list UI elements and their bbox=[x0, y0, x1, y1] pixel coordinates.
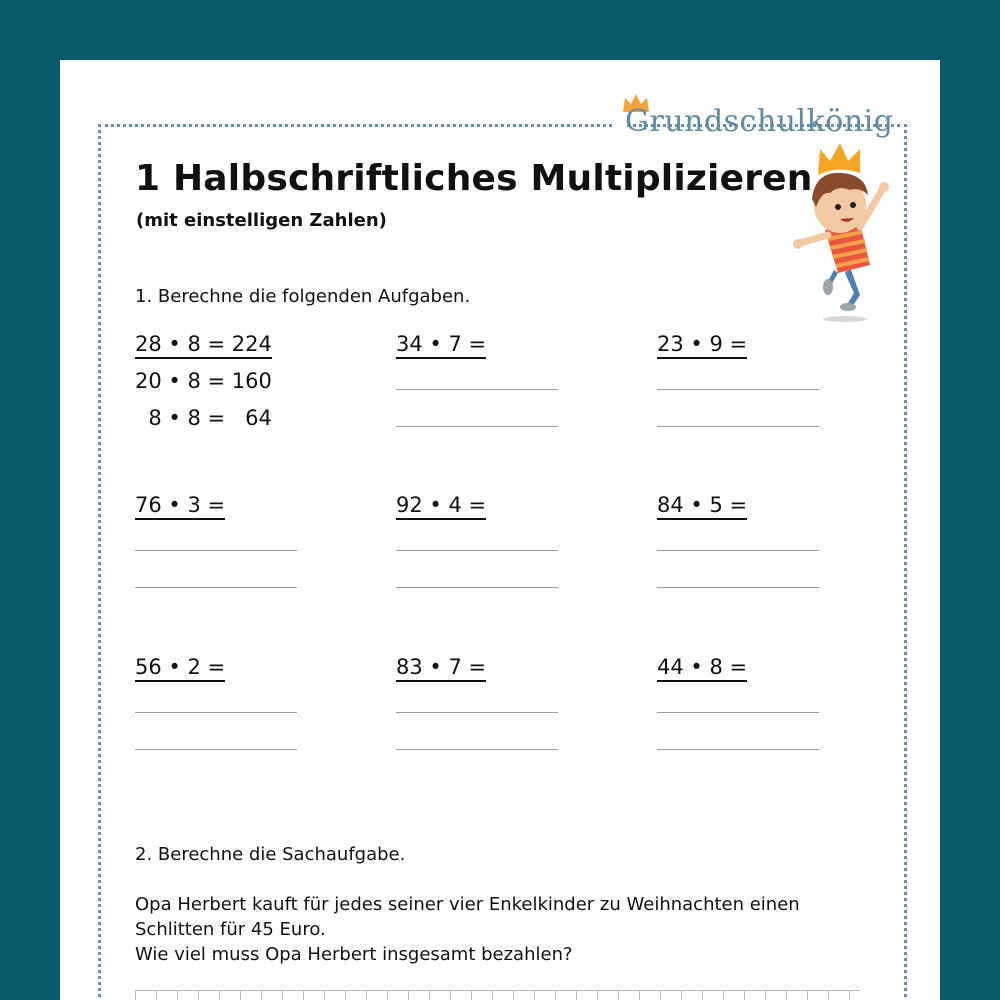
exercise-example bbox=[135, 331, 315, 430]
page-subtitle: (mit einstelligen Zahlen) bbox=[136, 210, 387, 231]
exercise-question: 92 • 4 = bbox=[396, 492, 486, 520]
exercise-question: 44 • 8 = bbox=[657, 654, 747, 682]
exercise-question: 28 • 8 = 224 bbox=[135, 331, 272, 359]
example-step-2: 8 • 8 = 64 bbox=[135, 406, 272, 430]
answer-line[interactable] bbox=[135, 749, 297, 750]
exercise-question: 76 • 3 = bbox=[135, 492, 225, 520]
answer-line[interactable] bbox=[135, 712, 297, 713]
exercise bbox=[657, 492, 837, 520]
word-problem bbox=[135, 892, 855, 967]
answer-line[interactable] bbox=[135, 587, 297, 588]
task2-heading: 2. Berechne die Sachaufgabe. bbox=[135, 844, 406, 865]
exercise bbox=[396, 492, 576, 520]
exercise bbox=[135, 492, 315, 520]
exercise bbox=[396, 654, 576, 682]
answer-line[interactable] bbox=[396, 749, 558, 750]
dotted-frame bbox=[98, 124, 907, 1000]
answer-line[interactable] bbox=[657, 426, 819, 427]
exercise bbox=[135, 654, 315, 682]
exercise-question: 56 • 2 = bbox=[135, 654, 225, 682]
page-title: 1 Halbschriftliches Multiplizieren bbox=[135, 158, 813, 199]
exercise bbox=[657, 331, 837, 359]
answer-line[interactable] bbox=[657, 389, 819, 390]
answer-line[interactable] bbox=[396, 426, 558, 427]
answer-line[interactable] bbox=[396, 587, 558, 588]
exercise-question: 23 • 9 = bbox=[657, 331, 747, 359]
exercise-question: 83 • 7 = bbox=[396, 654, 486, 682]
example-step-1: 20 • 8 = 160 bbox=[135, 369, 272, 393]
brand-logo bbox=[615, 92, 894, 142]
task1-heading: 1. Berechne die folgenden Aufgaben. bbox=[135, 286, 471, 307]
answer-line[interactable] bbox=[396, 550, 558, 551]
answer-line[interactable] bbox=[657, 749, 819, 750]
answer-line[interactable] bbox=[657, 550, 819, 551]
exercise bbox=[657, 654, 837, 682]
answer-line[interactable] bbox=[396, 389, 558, 390]
boy-with-crown-illustration bbox=[790, 135, 900, 325]
answer-grid[interactable] bbox=[135, 990, 860, 1000]
answer-line[interactable] bbox=[657, 712, 819, 713]
answer-line[interactable] bbox=[135, 550, 297, 551]
answer-line[interactable] bbox=[657, 587, 819, 588]
exercise bbox=[396, 331, 576, 359]
word-problem-question: Wie viel muss Opa Herbert insgesamt bezahlen? bbox=[135, 944, 573, 965]
brand-name: Grundschulkönig bbox=[625, 104, 894, 139]
exercise-question: 84 • 5 = bbox=[657, 492, 747, 520]
exercise-question: 34 • 7 = bbox=[396, 331, 486, 359]
word-problem-text: Opa Herbert kauft für jedes seiner vier Enkelkinder zu Weihnachten einen Schlitten für 45 Euro. bbox=[135, 894, 800, 940]
answer-line[interactable] bbox=[396, 712, 558, 713]
worksheet-page bbox=[60, 60, 940, 1000]
